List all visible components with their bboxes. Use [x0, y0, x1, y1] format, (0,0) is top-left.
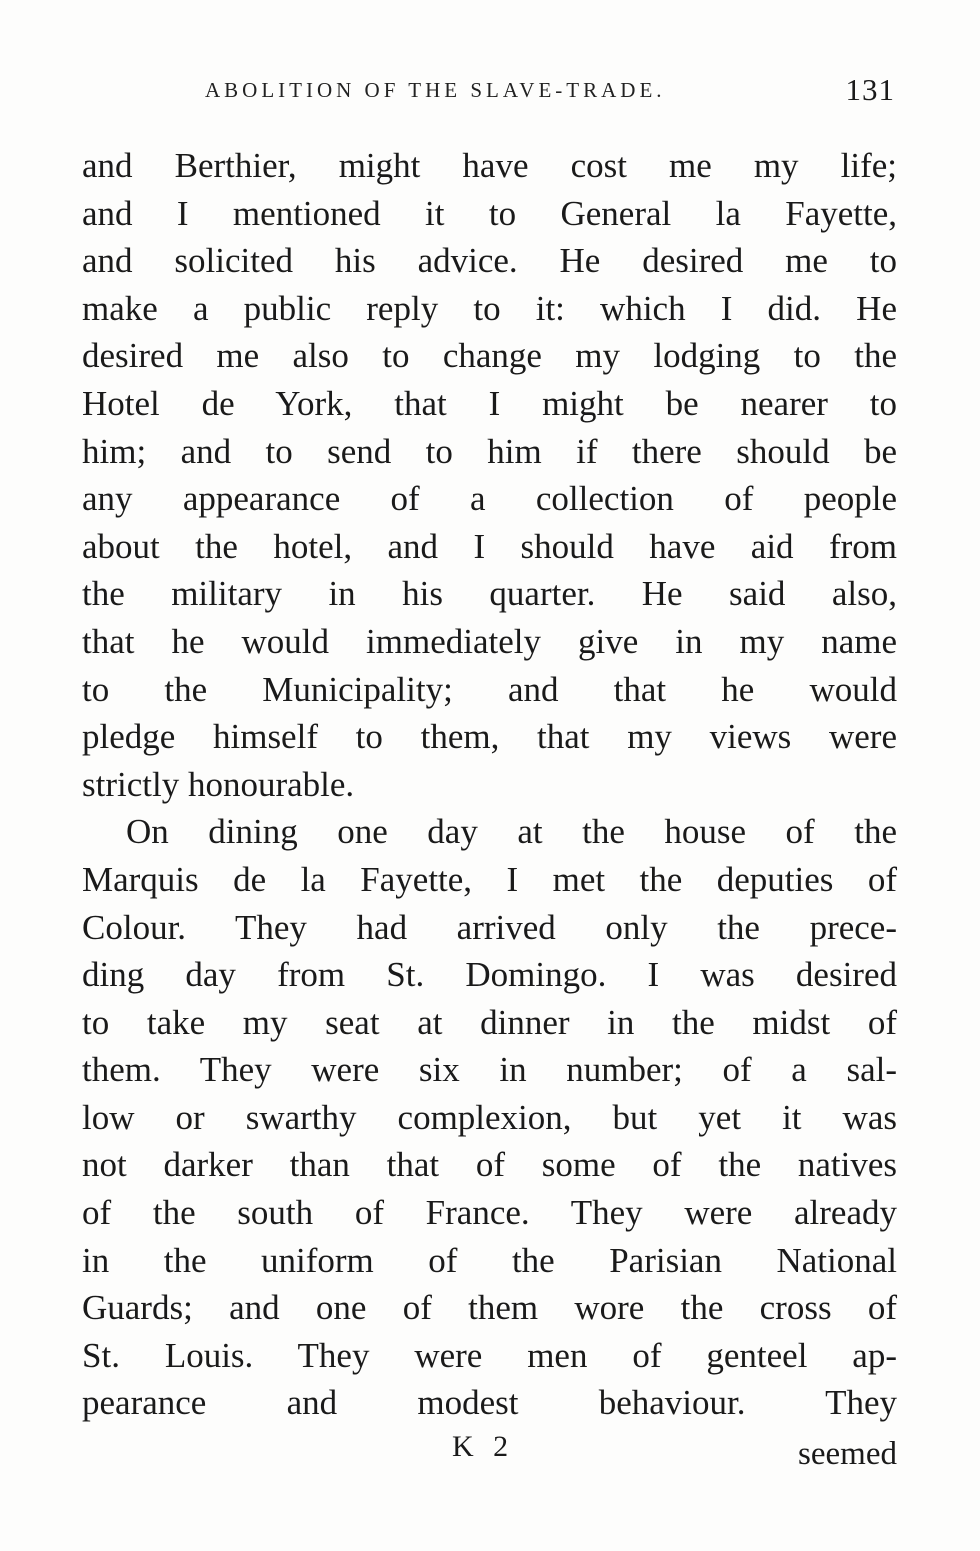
text-line: desired me also to change my lodging to the: [82, 336, 897, 376]
text-line: low or swarthy complexion, but yet it was: [82, 1097, 897, 1137]
paragraph-2: [82, 808, 897, 1427]
text-line: and solicited his advice. He desired me to: [82, 241, 897, 281]
page-header: [205, 72, 895, 112]
text-line: of the south of France. They were already: [82, 1193, 897, 1233]
signature-mark: K 2: [452, 1430, 515, 1463]
text-line: about the hotel, and I should have aid from: [82, 526, 897, 566]
text-line: strictly honourable.: [82, 764, 355, 804]
text-line: them. They were six in number; of a sal-: [82, 1050, 897, 1090]
text-line: Marquis de la Fayette, I met the deputies of: [82, 859, 897, 899]
text-line: ding day from St. Domingo. I was desired: [82, 955, 897, 995]
text-line: him; and to send to him if there should be: [82, 431, 897, 471]
text-line: make a public reply to it: which I did. He: [82, 288, 897, 328]
page-number: 131: [845, 72, 895, 107]
text-line: Hotel de York, that I might be nearer to: [82, 383, 897, 423]
text-line: any appearance of a collection of people: [82, 479, 897, 519]
text-line: to the Municipality; and that he would: [82, 669, 897, 709]
text-line: to take my seat at dinner in the midst of: [82, 1002, 897, 1042]
text-line: Colour. They had arrived only the prece-: [82, 907, 897, 947]
body-text: [82, 142, 897, 1427]
text-line: pearance and modest behaviour. They: [82, 1383, 897, 1423]
text-line: and Berthier, might have cost me my life;: [82, 146, 897, 185]
page-footer: [82, 1430, 897, 1478]
text-line: Guards; and one of them wore the cross of: [82, 1288, 897, 1328]
text-line: and I mentioned it to General la Fayette,: [82, 193, 897, 233]
catchword: seemed: [798, 1436, 897, 1472]
text-line: the military in his quarter. He said also,: [82, 574, 897, 614]
paragraph-1: [82, 142, 897, 808]
running-head: ABOLITION OF THE SLAVE-TRADE.: [205, 78, 666, 102]
text-line: On dining one day at the house of the: [126, 812, 897, 852]
text-line: not darker than that of some of the natives: [82, 1145, 897, 1185]
text-line: pledge himself to them, that my views were: [82, 717, 897, 757]
text-line: in the uniform of the Parisian National: [82, 1240, 897, 1280]
text-line: that he would immediately give in my name: [82, 621, 897, 661]
text-line: St. Louis. They were men of genteel ap-: [82, 1335, 897, 1375]
